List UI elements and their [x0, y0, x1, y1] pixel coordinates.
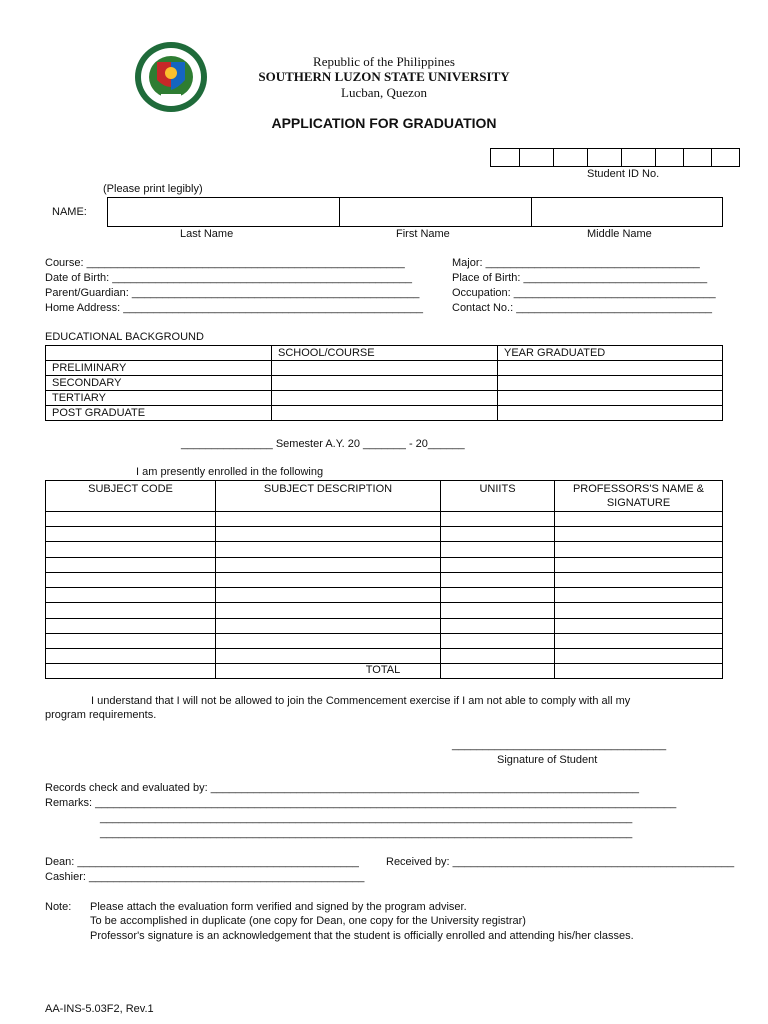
print-note: (Please print legibly) [103, 183, 203, 195]
middle-name-label: Middle Name [587, 228, 652, 240]
note-1: Please attach the evaluation form verified and signed by the program adviser. [90, 901, 467, 913]
student-id-label: Student ID No. [587, 168, 660, 180]
statement-line-2: program requirements. [45, 709, 157, 721]
enrolled-label: I am presently enrolled in the following [136, 466, 324, 478]
first-name-field[interactable] [339, 197, 532, 227]
subjects-table [45, 480, 723, 679]
major-field[interactable]: Major: ___________________________________ [452, 257, 700, 269]
table-row [46, 406, 723, 421]
form-code: AA-INS-5.03F2, Rev.1 [45, 1003, 154, 1015]
semester-line[interactable]: _______________ Semester A.Y. 20 _______ - 20______ [181, 438, 465, 450]
guardian-field[interactable]: Parent/Guardian: _______________________________________________ [45, 287, 420, 299]
edu-label: EDUCATIONAL BACKGROUND [45, 331, 204, 343]
note-3: Professor's signature is an acknowledgement that the student is officially enrolled and attending his/her classes. [90, 930, 634, 942]
remarks-line-2[interactable]: _______________________________________________________________________________________ [100, 812, 633, 824]
university-location: Lucban, Quezon [341, 85, 427, 100]
edu-row-label: SECONDARY [46, 376, 272, 391]
remarks-line-3[interactable]: _______________________________________________________________________________________ [100, 827, 633, 839]
dob-field[interactable]: Date of Birth: _________________________________________________ [45, 272, 413, 284]
col-professor: PROFESSORS'S NAME & [572, 483, 705, 495]
course-field[interactable]: Course: ____________________________________________________ [45, 257, 405, 269]
student-id-boxes[interactable] [490, 148, 740, 167]
col-units: UNIITS [479, 483, 516, 495]
edu-table [45, 345, 723, 421]
contact-field[interactable]: Contact No.: ________________________________ [452, 302, 712, 314]
address-field[interactable]: Home Address: _________________________________________________ [45, 302, 424, 314]
col-subject-code: SUBJECT CODE [88, 483, 173, 495]
statement-line-1: I understand that I will not be allowed to join the Commencement exercise if I am not able to comply with all my [91, 695, 631, 707]
remarks-field[interactable]: Remarks: _______________________________________________________________________________________________ [45, 797, 677, 809]
middle-name-field[interactable] [531, 197, 723, 227]
last-name-label: Last Name [180, 228, 234, 240]
note-2: To be accomplished in duplicate (one copy for Dean, one copy for the University registrar) [90, 915, 526, 927]
edu-row-label: TERTIARY [46, 391, 272, 406]
name-label: NAME: [52, 206, 87, 218]
signature-line[interactable]: ___________________________________ [452, 739, 667, 751]
university-name: SOUTHERN LUZON STATE UNIVERSITY [258, 69, 510, 84]
dean-field[interactable]: Dean: ______________________________________________ [45, 856, 359, 868]
col-subject-desc: SUBJECT DESCRIPTION [263, 483, 393, 495]
edu-row-label: POST GRADUATE [46, 406, 272, 421]
cashier-field[interactable]: Cashier: _____________________________________________ [45, 871, 365, 883]
last-name-field[interactable] [107, 197, 340, 227]
birthplace-field[interactable]: Place of Birth: ______________________________ [452, 272, 708, 284]
records-field[interactable]: Records check and evaluated by: ______________________________________________________________________ [45, 782, 639, 794]
form-title: APPLICATION FOR GRADUATION [271, 115, 497, 131]
table-row [46, 391, 723, 406]
edu-col-school: SCHOOL/COURSE [272, 346, 498, 361]
col-professor-sig: SIGNATURE [606, 497, 671, 509]
total-label: TOTAL [365, 664, 401, 676]
republic-line: Republic of the Philippines [313, 54, 455, 69]
first-name-label: First Name [396, 228, 450, 240]
note-label: Note: [45, 901, 72, 913]
occupation-field[interactable]: Occupation: _________________________________ [452, 287, 716, 299]
table-row [46, 361, 723, 376]
table-row [46, 376, 723, 391]
edu-col-year: YEAR GRADUATED [498, 346, 723, 361]
edu-row-label: PRELIMINARY [46, 361, 272, 376]
signature-label: Signature of Student [497, 754, 598, 766]
received-field[interactable]: Received by: ______________________________________________ [386, 856, 735, 868]
